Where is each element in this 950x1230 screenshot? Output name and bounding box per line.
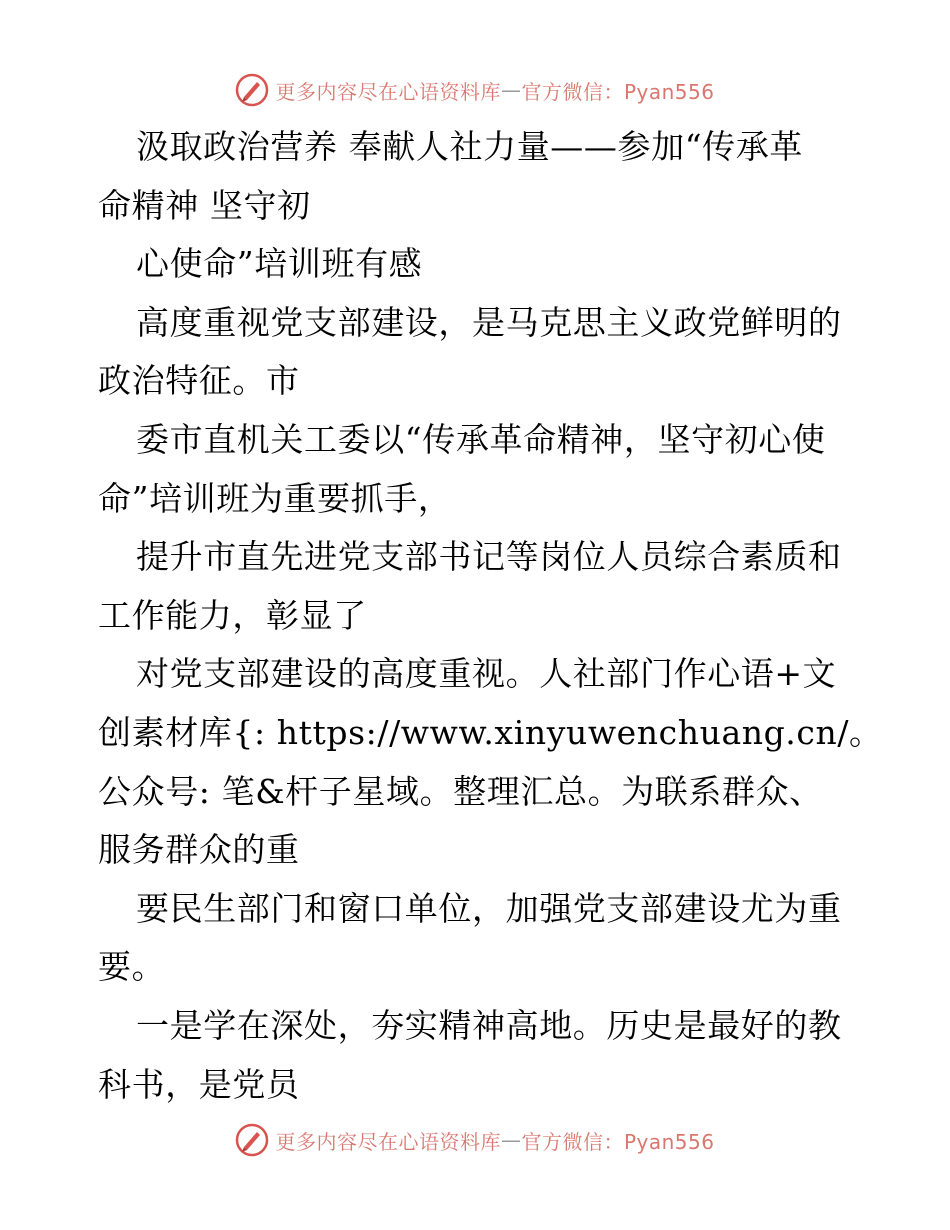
text-line: 高度重视党支部建设，是马克思主义政党鲜明的 — [136, 302, 842, 342]
text-line: 科书，是党员 — [98, 1064, 300, 1104]
text-line: 命”培训班为重要抓手， — [98, 478, 452, 518]
header-watermark — [0, 70, 950, 110]
text-line: 公众号: 笔&杆子星域。整理汇总。为联系群众、 — [98, 771, 823, 811]
text-line: 要民生部门和窗口单位，加强党支部建设尤为重 — [136, 888, 842, 928]
text-line: 汲取政治营养 奉献人社力量——参加“传承革 — [136, 127, 803, 166]
document-body — [98, 118, 883, 1114]
footer-watermark — [0, 1120, 950, 1160]
watermark-wechat: 官方微信：Pyan556 — [521, 79, 715, 104]
text-line: 对党支部建设的高度重视。人社部门作心语+文 — [136, 654, 837, 694]
watermark-dash: — — [500, 78, 522, 102]
text-line: 命精神 坚守初 — [98, 185, 311, 225]
text-line: 心使命”培训班有感 — [136, 244, 423, 284]
text-line: 一是学在深处，夯实精神高地。历史是最好的教 — [136, 1005, 842, 1045]
text-line: 要。 — [98, 947, 166, 987]
text-line: 服务群众的重 — [98, 830, 300, 870]
watermark-wechat: 官方微信：Pyan556 — [521, 1129, 715, 1154]
watermark-dash: — — [500, 1128, 522, 1152]
logo-icon — [235, 1123, 269, 1157]
logo-icon — [235, 73, 269, 107]
watermark-main-text: 更多内容尽在心语资料库 — [275, 79, 501, 104]
text-line: 提升市直先进党支部书记等岗位人员综合素质和 — [136, 537, 842, 577]
text-line: 委市直机关工委以“传承革命精神，坚守初心使 — [136, 419, 826, 459]
text-line: 政治特征。市 — [98, 361, 300, 401]
text-line: 创素材库{: https://www.xinyuwenchuang.cn/。 — [98, 712, 883, 752]
text-line: 工作能力，彰显了 — [98, 595, 367, 635]
watermark-main-text: 更多内容尽在心语资料库 — [275, 1129, 501, 1154]
